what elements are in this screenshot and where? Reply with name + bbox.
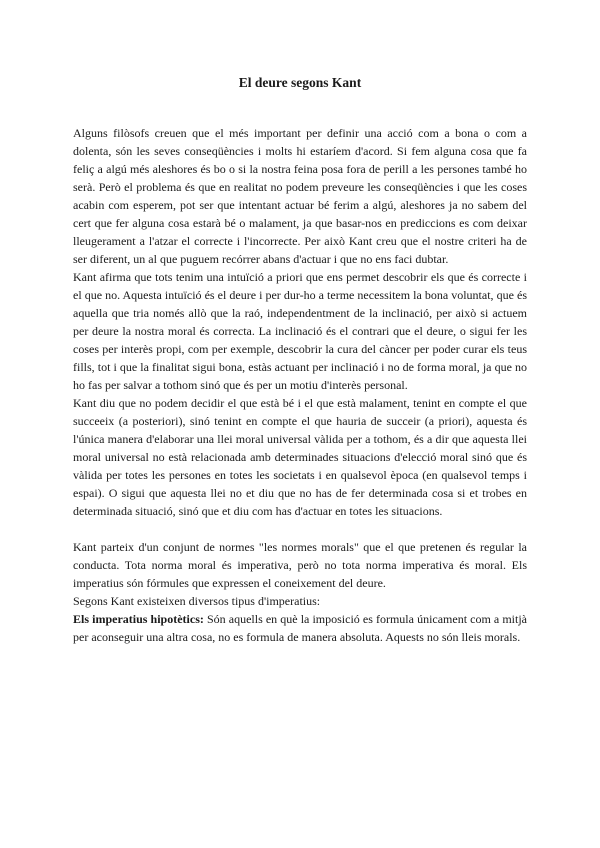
document-title: El deure segons Kant	[238, 75, 362, 90]
paragraph-consequences: Alguns filòsofs creuen que el més important per definir una acció com a bona o com a dolenta, són les seves conseqüències i molts hi estaríem d'acord. Si fem alguna cosa que fa feliç a algú més aleshores és bo o si la nostra feina posa fora de perill a les persones també ho serà. Però el problema és que en realitat no podem preveure les conseqüències i que les coses acabin com esperem, pot ser que intentant actuar bé ferim a algú, aleshores ja no sabem del cert que fer alguna cosa estarà bé o malament, ja que basar-nos en prediccions es com deixar lleugerament a l'atzar el correcte i l'incorrecte. Per això Kant creu que el nostre criteri ha de ser diferent, un al que puguem recórrer abans d'actuar i que no ens faci dubtar.	[73, 126, 527, 266]
paragraph-hypothetical-imperatives	[73, 610, 527, 646]
paragraph-duty-intuition: Kant afirma que tots tenim una intuïció a priori que ens permet descobrir els que és correcte i el que no. Aquesta intuïció és el deure i per dur-ho a terme necessitem la bona voluntat, que és aquella que tria només allò que la raó, independentment de la inclinació, per això si actuem per deure la nostra moral és correcta. La inclinació és el contrari que el deure, o sigui fer les coses per interès propi, com per exemple, descobrir la cura del càncer per poder curar els teus fills, tot i que la finalitat sigui bona, estàs actuant per inclinació i no de forma moral, ja que no ho fas per salvar a tothom sinó que és per un motiu d'interès personal.	[73, 270, 527, 392]
paragraph-imperative-types: Segons Kant existeixen diversos tipus d'imperatius:	[73, 594, 321, 608]
document-body	[73, 124, 527, 646]
term-hypothetical-imperatives: Els imperatius hipotètics:	[73, 612, 204, 626]
paragraph-moral-norms: Kant parteix d'un conjunt de normes "les normes morals" que el que pretenen és regular la conducta. Tota norma moral és imperativa, però no tota norma imperativa és moral. Els imperatius són fórmules que expressen el coneixement del deure.	[73, 540, 527, 590]
paragraph-universal-law: Kant diu que no podem decidir el que està bé i el que està malament, tenint en compte el que succeeix (a posteriori), sinó tenint en compte el que hauria de succeir (a priori), aquesta és l'única manera d'elaborar una llei moral universal vàlida per a tothom, és a dir que aquesta llei moral universal no està relacionada amb determinades situacions d'elecció moral sinó que és vàlida per totes les persones en totes les societats i en qualsevol època (en qualsevol temps i espai). O sigui que aquesta llei no et diu que no has de fer determinada cosa si et trobes en determinada situació, sinó que et diu com has d'actuar en totes les situacions.	[73, 396, 527, 518]
hypothetical-imperatives-definition: Són aquells en què la imposició es formula únicament com a mitjà per aconseguir una altra cosa, no es formula de manera absoluta. Aquests no són lleis morals.	[73, 612, 528, 644]
paragraph-gap	[73, 520, 527, 538]
